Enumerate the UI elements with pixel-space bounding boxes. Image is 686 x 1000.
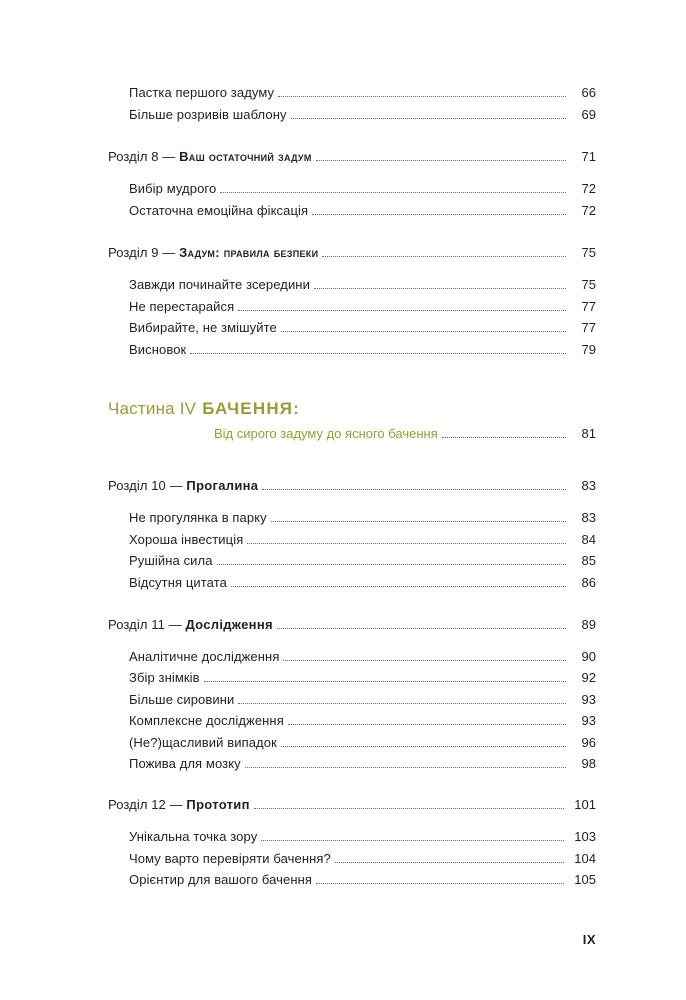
toc-entry	[129, 709, 596, 729]
toc-entry	[129, 338, 596, 358]
chapter-name: Ваш остаточний задум	[179, 149, 312, 164]
chapter-title	[108, 149, 316, 165]
toc-entry-title: Орієнтир для вашого бачення	[129, 872, 313, 887]
toc-entry-page: 77	[581, 320, 596, 335]
dot-leader	[442, 437, 566, 438]
chapter-title	[108, 478, 262, 494]
toc-entry-page: 72	[581, 181, 596, 196]
dot-leader	[316, 883, 564, 884]
dot-leader	[254, 808, 565, 809]
part-heading	[108, 398, 300, 422]
chapter-page: 89	[581, 617, 596, 632]
toc-entry-page: 93	[581, 713, 596, 728]
toc-entry-page: 85	[581, 553, 596, 568]
toc-entry-title: Більше розривів шаблону	[129, 107, 287, 122]
toc-entry	[129, 666, 596, 686]
chapter-title	[108, 617, 277, 633]
dot-leader	[335, 862, 564, 863]
toc-entry-page: 104	[574, 851, 596, 866]
toc-entry-title: Чому варто перевіряти бачення?	[129, 851, 331, 866]
chapter-number: Розділ 9 —	[108, 245, 180, 260]
toc-entry	[129, 825, 596, 845]
toc-entry	[129, 273, 596, 293]
dot-leader	[220, 192, 566, 193]
dot-leader	[278, 96, 566, 97]
toc-entry-page: 66	[581, 85, 596, 100]
part-label: Частина IV	[108, 399, 197, 418]
chapter-entry	[108, 145, 596, 165]
chapter-title	[108, 245, 322, 261]
toc-entry	[129, 506, 596, 526]
chapter-name: Задум: правила безпеки	[179, 245, 319, 260]
toc-entry-title: Вибирайте, не змішуйте	[129, 320, 277, 335]
toc-entry	[129, 731, 596, 751]
toc-entry-title: (Не?)щасливий випадок	[129, 735, 277, 750]
toc-entry-title: Завжди починайте зсередини	[129, 277, 310, 292]
dot-leader	[288, 724, 566, 725]
dot-leader	[217, 564, 566, 565]
chapter-number: Розділ 8 —	[108, 149, 180, 164]
chapter-number: Розділ 12 —	[108, 797, 187, 812]
dot-leader	[190, 353, 566, 354]
dot-leader	[322, 256, 566, 257]
part-subtitle-entry	[214, 422, 596, 442]
toc-entry	[129, 645, 596, 665]
toc-entry-title: Висновок	[129, 342, 187, 357]
toc-entry-title: Вибір мудрого	[129, 181, 217, 196]
toc-entry	[129, 316, 596, 336]
toc-entry	[129, 81, 596, 101]
toc-entry-page: 77	[581, 299, 596, 314]
toc-entry-page: 105	[574, 872, 596, 887]
toc-entry	[129, 571, 596, 591]
toc-entry	[129, 295, 596, 315]
toc-entry-title: Остаточна емоційна фіксація	[129, 203, 309, 218]
toc-entry-title: Пожива для мозку	[129, 756, 241, 771]
dot-leader	[238, 703, 566, 704]
toc-entry-title: Не перестарайся	[129, 299, 235, 314]
chapter-name: Прогалина	[186, 478, 259, 493]
toc-entry-title: Аналітичне дослідження	[129, 649, 280, 664]
toc-entry	[129, 688, 596, 708]
dot-leader	[204, 681, 566, 682]
part-page: 81	[581, 426, 596, 441]
toc-entry-page: 83	[581, 510, 596, 525]
toc-entry-title: Більше сировини	[129, 692, 235, 707]
chapter-page: 75	[581, 245, 596, 260]
part-subtitle: Від сирого задуму до ясного бачення	[214, 426, 438, 441]
toc-entry-page: 72	[581, 203, 596, 218]
toc-entry-page: 75	[581, 277, 596, 292]
chapter-number: Розділ 10 —	[108, 478, 187, 493]
toc-entry-title: Хороша інвестиція	[129, 532, 244, 547]
dot-leader	[314, 288, 566, 289]
chapter-entry	[108, 793, 596, 813]
toc-entry-page: 79	[581, 342, 596, 357]
chapter-entry	[108, 474, 596, 494]
chapter-title	[108, 797, 254, 813]
dot-leader	[283, 660, 566, 661]
toc-entry	[129, 528, 596, 548]
page-number: IX	[582, 932, 596, 947]
chapter-page: 83	[581, 478, 596, 493]
chapter-entry	[108, 613, 596, 633]
toc-entry-page: 98	[581, 756, 596, 771]
toc-entry-page: 84	[581, 532, 596, 547]
dot-leader	[281, 331, 566, 332]
toc-entry-title: Унікальна точка зору	[129, 829, 258, 844]
dot-leader	[261, 840, 564, 841]
toc-entry-page: 86	[581, 575, 596, 590]
chapter-number: Розділ 11 —	[108, 617, 186, 632]
toc-entry	[129, 549, 596, 569]
dot-leader	[247, 543, 566, 544]
toc-entry-title: Рушійна сила	[129, 553, 213, 568]
dot-leader	[262, 489, 566, 490]
toc-entry-page: 90	[581, 649, 596, 664]
chapter-name: Дослідження	[185, 617, 273, 632]
dot-leader	[291, 118, 566, 119]
toc-entry	[129, 199, 596, 219]
dot-leader	[277, 628, 566, 629]
toc-entry-page: 103	[574, 829, 596, 844]
chapter-entry	[108, 241, 596, 261]
toc-entry	[129, 177, 596, 197]
toc-entry-title: Пастка першого задуму	[129, 85, 275, 100]
toc-entry-title: Не прогулянка в парку	[129, 510, 267, 525]
toc-entry-title: Відсутня цитата	[129, 575, 227, 590]
toc-entry	[129, 752, 596, 772]
toc-entry-title: Комплексне дослідження	[129, 713, 284, 728]
dot-leader	[238, 310, 566, 311]
dot-leader	[271, 521, 566, 522]
toc-entry-page: 93	[581, 692, 596, 707]
part-title: БАЧЕННЯ:	[202, 399, 301, 418]
toc-entry-page: 69	[581, 107, 596, 122]
dot-leader	[281, 746, 566, 747]
chapter-page: 101	[574, 797, 596, 812]
dot-leader	[316, 160, 566, 161]
dot-leader	[245, 767, 566, 768]
toc-entry	[129, 103, 596, 123]
chapter-name: Прототип	[186, 797, 250, 812]
toc-entry-page: 92	[581, 670, 596, 685]
dot-leader	[312, 214, 566, 215]
toc-entry-title: Збір знімків	[129, 670, 200, 685]
chapter-page: 71	[581, 149, 596, 164]
dot-leader	[231, 586, 566, 587]
toc-entry	[129, 847, 596, 867]
toc-entry-page: 96	[581, 735, 596, 750]
toc-entry	[129, 868, 596, 888]
